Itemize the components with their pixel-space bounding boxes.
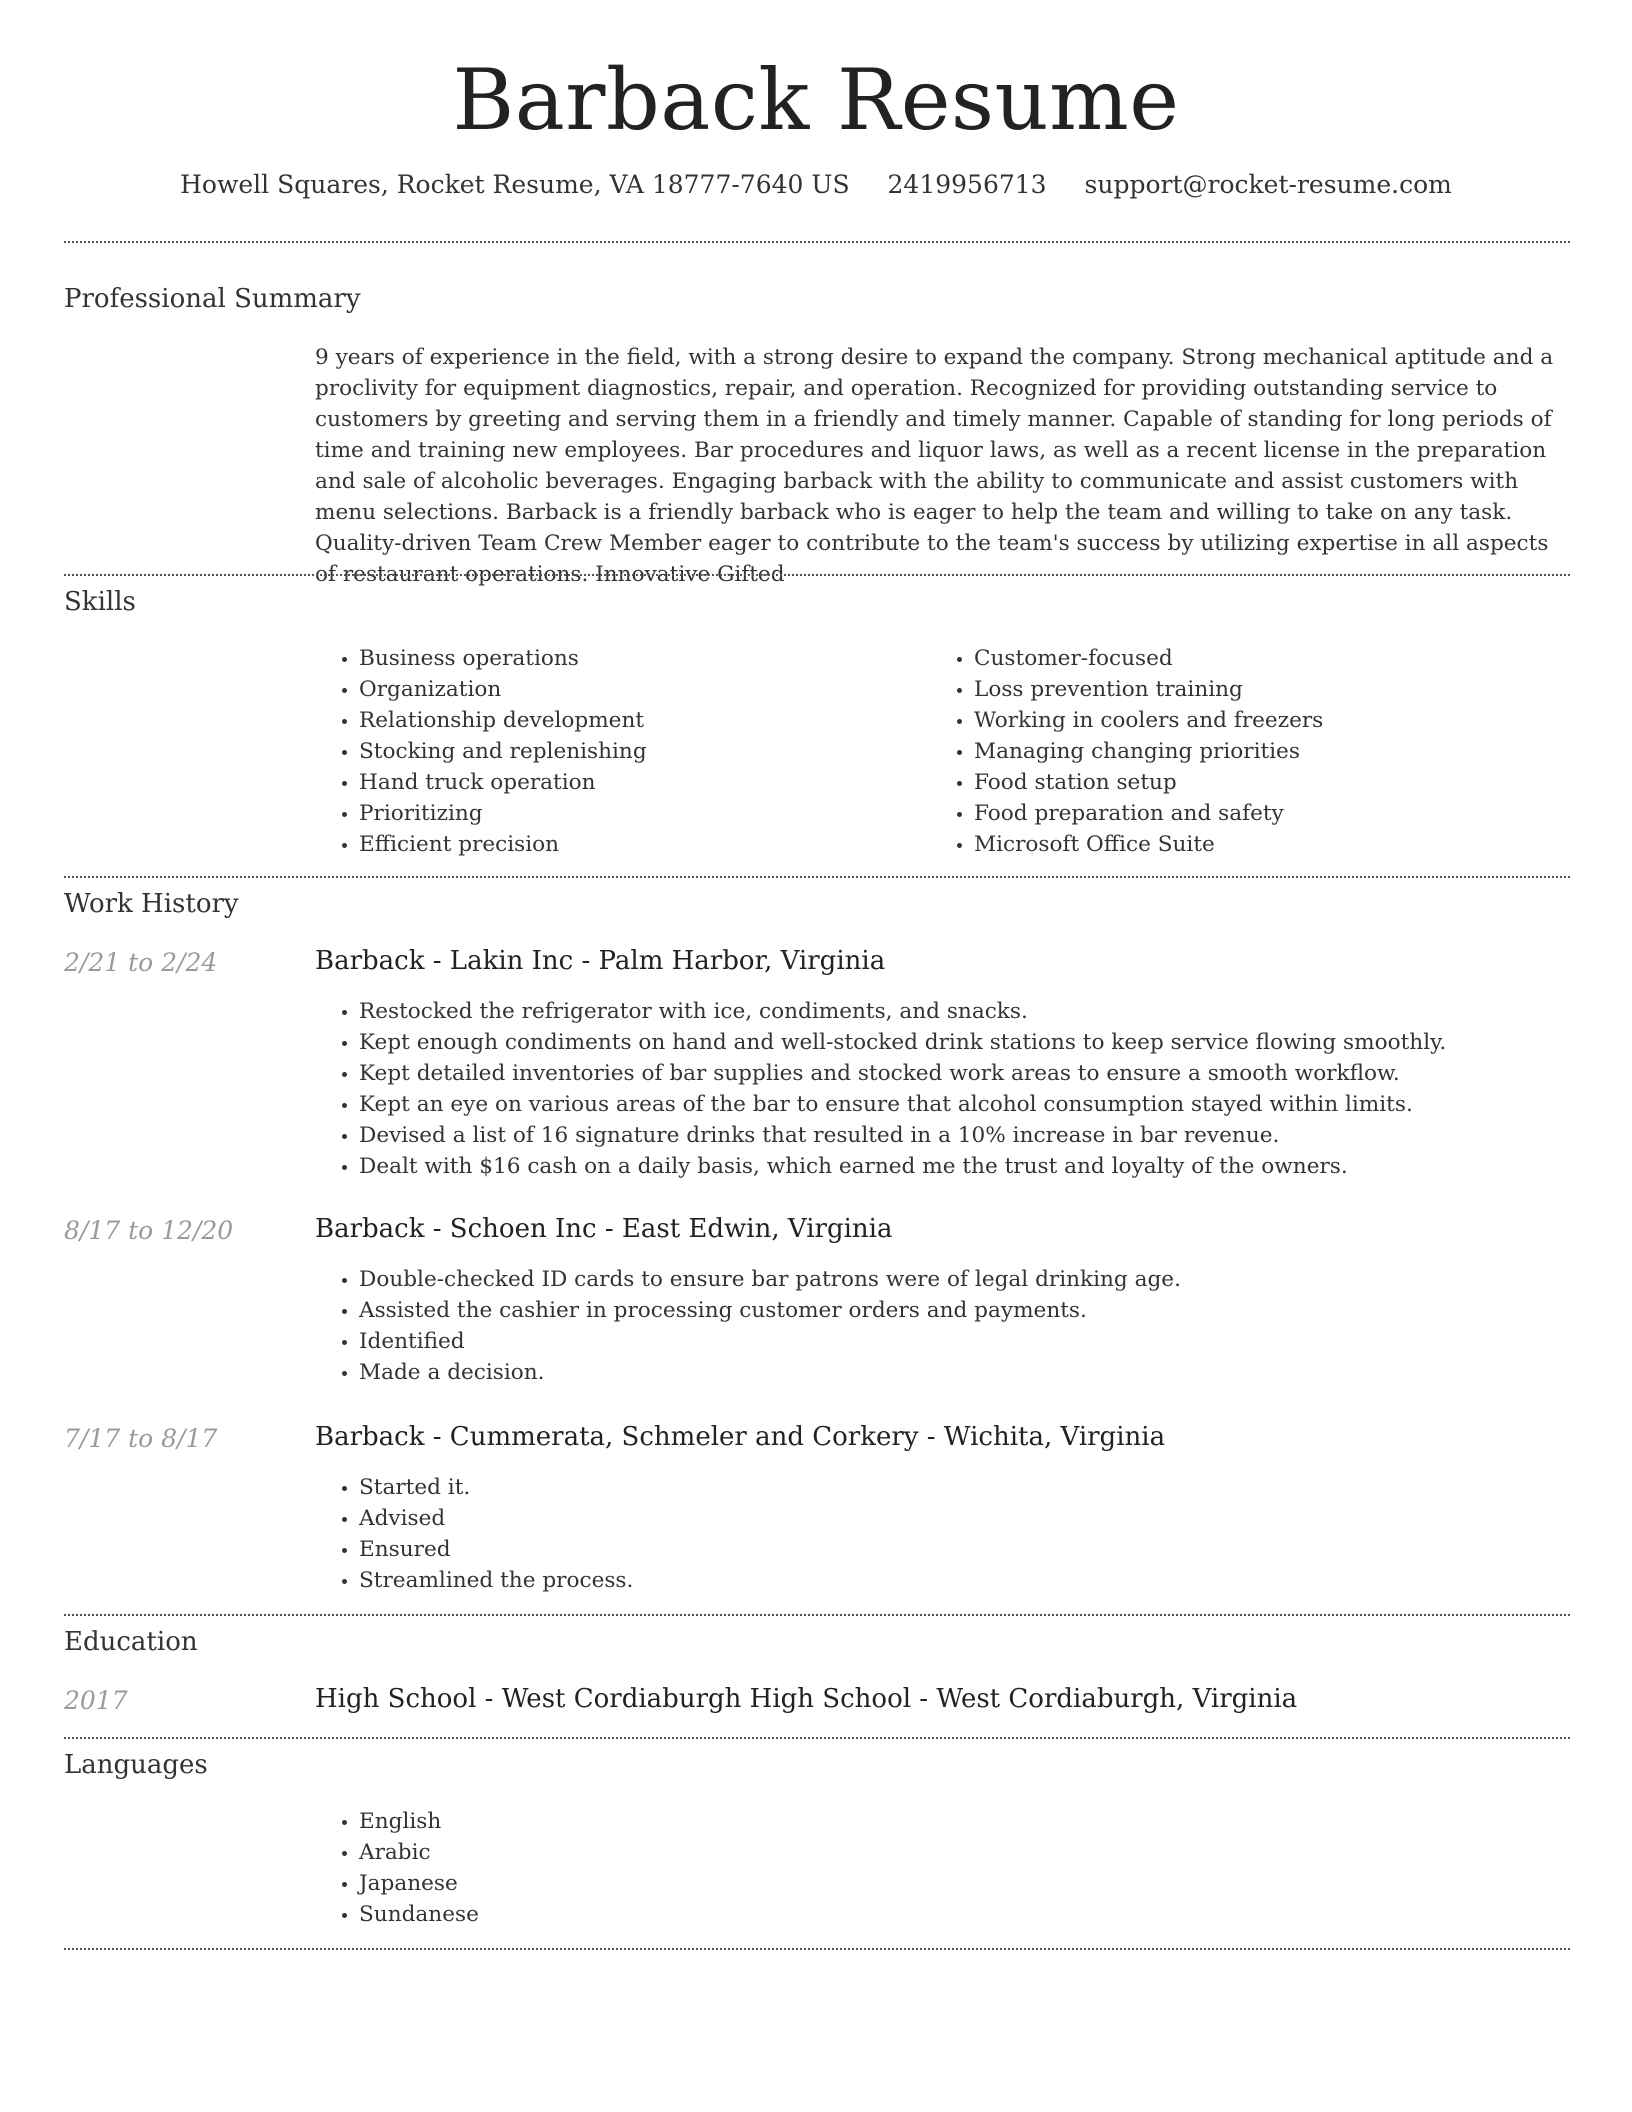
list-item: • Kept an eye on various areas of the bar to ensure that alcohol consumption stayed within limits.	[359, 1089, 1609, 1120]
job-bullets	[315, 1472, 1609, 1596]
list-item: • Working in coolers and freezers	[974, 705, 1574, 736]
list-item: • Kept detailed inventories of bar supplies and stocked work areas to ensure a smooth workflow.	[359, 1058, 1609, 1089]
divider	[64, 1948, 1570, 1950]
divider	[64, 574, 1570, 576]
contact-email: support@rocket-resume.com	[1084, 170, 1452, 199]
list-item: • Japanese	[359, 1868, 959, 1899]
list-item: • Advised	[359, 1503, 1609, 1534]
list-item: • Identified	[359, 1326, 1609, 1357]
resume-title: Barback Resume	[452, 51, 1180, 149]
list-item: • Started it.	[359, 1472, 1609, 1503]
job-dates: 2/21 to 2/24	[64, 948, 218, 977]
list-item: • Restocked the refrigerator with ice, condiments, and snacks.	[359, 996, 1609, 1027]
list-item: • Prioritizing	[359, 798, 919, 829]
list-item: • Organization	[359, 674, 919, 705]
contact-line	[0, 170, 1632, 199]
list-item: • Microsoft Office Suite	[974, 829, 1574, 860]
divider	[64, 876, 1570, 878]
list-item: • Devised a list of 16 signature drinks that resulted in a 10% increase in bar revenue.	[359, 1120, 1609, 1151]
job-bullets	[315, 996, 1609, 1182]
list-item: • Hand truck operation	[359, 767, 919, 798]
list-item: • Stocking and replenishing	[359, 736, 919, 767]
list-item: • Relationship development	[359, 705, 919, 736]
list-item: • Food preparation and safety	[974, 798, 1574, 829]
list-item: • Customer-focused	[974, 643, 1574, 674]
list-item: • Double-checked ID cards to ensure bar patrons were of legal drinking age.	[359, 1264, 1609, 1295]
section-title-summary: Professional Summary	[64, 284, 361, 314]
list-item: • Efficient precision	[359, 829, 919, 860]
list-item: • Managing changing priorities	[974, 736, 1574, 767]
skills-list-right	[930, 643, 1574, 860]
divider	[64, 1737, 1570, 1739]
list-item: • Dealt with $16 cash on a daily basis, which earned me the trust and loyalty of the owners.	[359, 1151, 1609, 1182]
list-item: • Food station setup	[974, 767, 1574, 798]
list-item: • English	[359, 1806, 959, 1837]
summary-text: 9 years of experience in the field, with a strong desire to expand the company. Strong mechanical aptitude and a proclivity for equipment diagnostics, repair, and operation. Recognized for providing outstanding service to customers by greeting and serving them in a friendly and timely manner. Capable of standing for long periods of time and training new employees. Bar procedures and liquor laws, as well as a recent license in the preparation and sale of alcoholic beverages. Engaging barback with the ability to communicate and assist customers with menu selections. Barback is a friendly barback who is eager to help the team and willing to take on any task. Quality-driven Team Crew Member eager to contribute to the team's success by utilizing expertise in all aspects of restaurant operations. Innovative Gifted	[315, 345, 1554, 587]
job-heading: Barback - Cummerata, Schmeler and Corkery - Wichita, Virginia	[315, 1422, 1166, 1452]
job-dates: 8/17 to 12/20	[64, 1216, 234, 1245]
list-item: • Sundanese	[359, 1899, 959, 1930]
list-item: • Kept enough condiments on hand and well-stocked drink stations to keep service flowing smoothly.	[359, 1027, 1609, 1058]
list-item: • Loss prevention training	[974, 674, 1574, 705]
job-heading: Barback - Lakin Inc - Palm Harbor, Virginia	[315, 946, 886, 976]
job-heading: Barback - Schoen Inc - East Edwin, Virginia	[315, 1214, 893, 1244]
list-item: • Ensured	[359, 1534, 1609, 1565]
section-title-education: Education	[64, 1627, 198, 1657]
list-item: • Business operations	[359, 643, 919, 674]
divider	[64, 241, 1570, 243]
contact-phone: 2419956713	[887, 170, 1047, 199]
divider	[64, 1614, 1570, 1616]
skills-list-left	[315, 643, 919, 860]
job-dates: 7/17 to 8/17	[64, 1424, 218, 1453]
job-bullets	[315, 1264, 1609, 1388]
languages-list	[315, 1806, 959, 1930]
contact-address: Howell Squares, Rocket Resume, VA 18777-7640 US	[180, 170, 850, 199]
list-item: • Arabic	[359, 1837, 959, 1868]
list-item: • Assisted the cashier in processing customer orders and payments.	[359, 1295, 1609, 1326]
list-item: • Streamlined the process.	[359, 1565, 1609, 1596]
section-title-skills: Skills	[64, 587, 136, 617]
section-title-work: Work History	[64, 889, 239, 919]
education-heading: High School - West Cordiaburgh High School - West Cordiaburgh, Virginia	[315, 1684, 1298, 1714]
education-year: 2017	[64, 1686, 128, 1715]
section-title-languages: Languages	[64, 1750, 208, 1780]
list-item: • Made a decision.	[359, 1357, 1609, 1388]
